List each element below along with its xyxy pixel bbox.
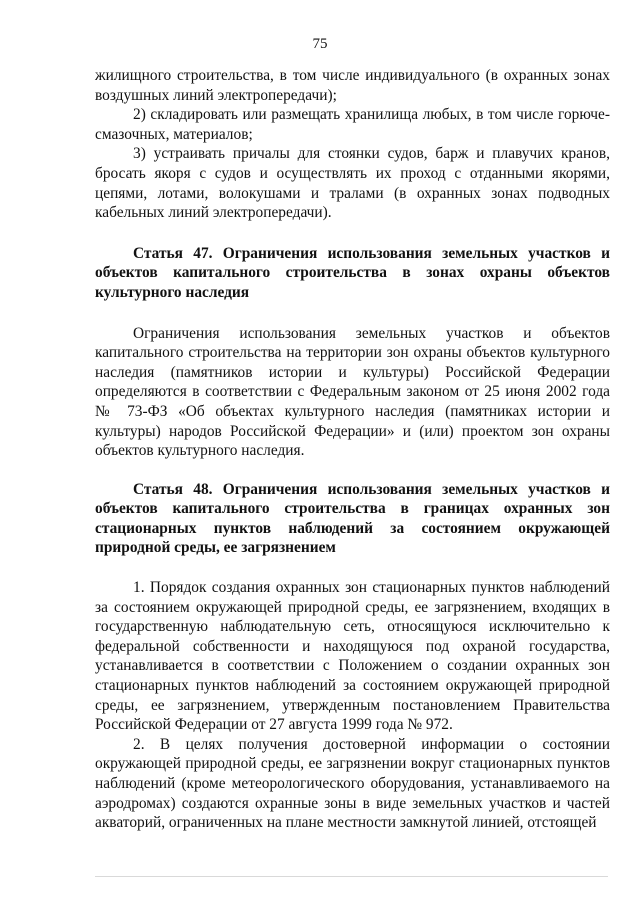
article-48-paragraph-1: 1. Порядок создания охранных зон стационарных пунктов наблюдений за состоянием окружающей природной среды, ее загрязнением, входящих в государственную наблюдательную сеть, относящуюся исключительно к федеральной собственности и находящуюся под охраной государства, устанавливается в соответствии с Положением о создании охранных зон стационарных пунктов наблюдений за состоянием окружающей природной среды, ее загрязнением, утвержденным постановлением Правительства Российской Федерации от 27 августа 1999 года № 972. [95,579,610,734]
article-48-paragraph-2: 2. В целях получения достоверной информации о состоянии окружающей природной среды, ее загрязнении вокруг стационарных пунктов наблюдений (кроме метеорологического оборудования, устанавливаемого на аэродромах) создаются охранные зоны в виде земельных участков и частей акваторий, ограниченных на плане местности замкнутой линией, отстоящей [95,735,610,832]
article-48-heading: Статья 48. Ограничения использования земельных участков и объектов капитального строительства в границах охранных зон стационарных пунктов наблюдений за состоянием окружающей природной среды, ее загрязнением [95,480,610,557]
paragraph-continuation: жилищного строительства, в том числе индивидуального (в охранных зонах воздушных линий электропередачи); [95,67,610,104]
article-47-heading: Статья 47. Ограничения использования земельных участков и объектов капитального строительства в зонах охраны объектов культурного наследия [95,244,610,301]
list-item-3: 3) устраивать причалы для стоянки судов, барж и плавучих кранов, бросать якоря с судов и осуществлять их проход с отданными якорями, цепями, лотами, волокушами и тралами (в охранных зонах подводных кабельных линий электропередачи). [95,145,610,222]
document-body [95,66,610,833]
list-item-2: 2) складировать или размещать хранилища любых, в том числе горюче-смазочных, материалов; [95,106,610,143]
page-number: 75 [312,36,328,52]
article-47-text: Ограничения использования земельных участков и объектов капитального строительства на территории зон охраны объектов культурного наследия (памятников истории и культуры) Российской Федерации определяются в соответствии с Федеральным законом от 25 июня 2002 года № 73-ФЗ «Об объектах культурного наследия (памятниках истории и культуры) народов Российской Федерации» и (или) проектом зон охраны объектов культурного наследия. [95,324,610,460]
footer-divider [95,876,608,877]
